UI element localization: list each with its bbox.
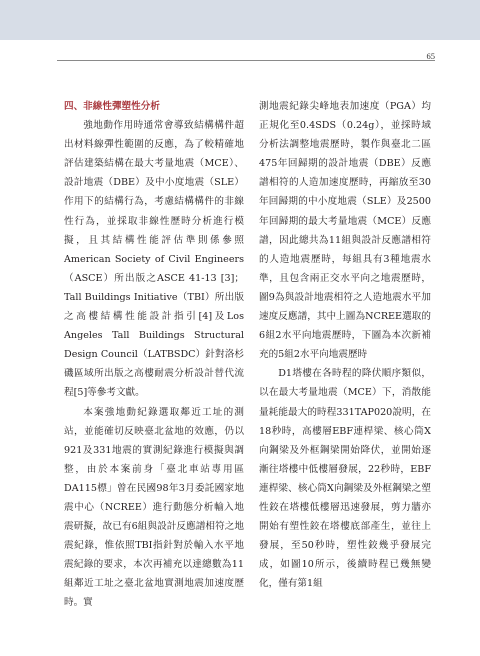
header-rule <box>57 60 435 61</box>
paragraph: 本案強地動紀錄選取鄰近工址的測站，並能確切反映臺北盆地的效應，仍以921及331地震的實測紀錄進行模擬與調整，由於本案前身「臺北車站專用區DA115標」曾在民國98年3月委託國家地震中心（NCREE）進行動態分析輸入地震研擬，故已有6組與設計反應譜相符之地震紀錄，惟依照TBI指針對於輸入水平地震紀錄的要求，本次再補充以達總數為11組鄰近工址之臺北盆地實測地震加速度歷時。實 <box>64 406 244 609</box>
section-heading: 四、非線性彈塑性分析 <box>64 101 160 112</box>
paragraph: 強地動作用時通常會導致結構構件超出材料線彈性範圍的反應，為了較精確地評估建築結構在最大考量地震（MCE）、設計地震（DBE）及中小度地震（SLE）作用下的結構行為，考慮結構構件的非線性行為，並採取非線性歷時分析進行模擬，且其結構性能評估準則係參照American Society of Civil Engineers（ASCE）所出版之ASCE 41-13 [3]；Tall Buildings Initiative（TBI）所出版之高樓結構性能設計指引[4]及Los Angeles Tall Buildings Structural Design Council（LATBSDC）針對洛杉磯區域所出版之高樓耐震分析設計替代流程[5]等參考文獻。 <box>64 120 244 399</box>
paragraph: D1塔樓在各時程的降伏順序類似，以在最大考量地震（MCE）下，消散能量耗能最大的時程331TAP020說明，在18秒時，高樓層EBF連桿梁、核心筒X向鋼梁及外框鋼梁開始降伏，並開始逐漸往塔樓中低樓層發展，22秒時，EBF連桿梁、核心筒X向鋼梁及外框鋼梁之塑性鉸在塔樓低樓層迅速發展，剪力牆亦開始有塑性鉸在塔樓底部產生，並往上發展，至50秒時，塑性鉸幾乎發展完成，如圖10所示，後續時程已幾無變化，僅有第1組 <box>259 368 431 590</box>
page-number: 65 <box>426 51 435 61</box>
right-column <box>259 97 431 593</box>
header-band <box>0 0 480 40</box>
left-column <box>64 97 244 613</box>
paragraph: 測地震紀錄尖峰地表加速度（PGA）均正規化至0.4SDS（0.24g），並採時域分析法調整地震歷時，製作與臺北二區475年回歸期的設計地震（DBE）反應譜相符的人造加速度歷時，再縮放至30年回歸期的中小度地震（SLE）及2500年回歸期的最大考量地震（MCE）反應譜，因此總共為11組與設計反應譜相符的人造地震歷時，每組具有3種地震水準，且包含兩正交水平向之地震歷時，圖9為與設計地震相符之人造地震水平加速度反應譜，其中上圖為NCREE選取的6組2水平向地震歷時，下圖為本次新補充的5組2水平向地震歷時 <box>259 101 431 361</box>
